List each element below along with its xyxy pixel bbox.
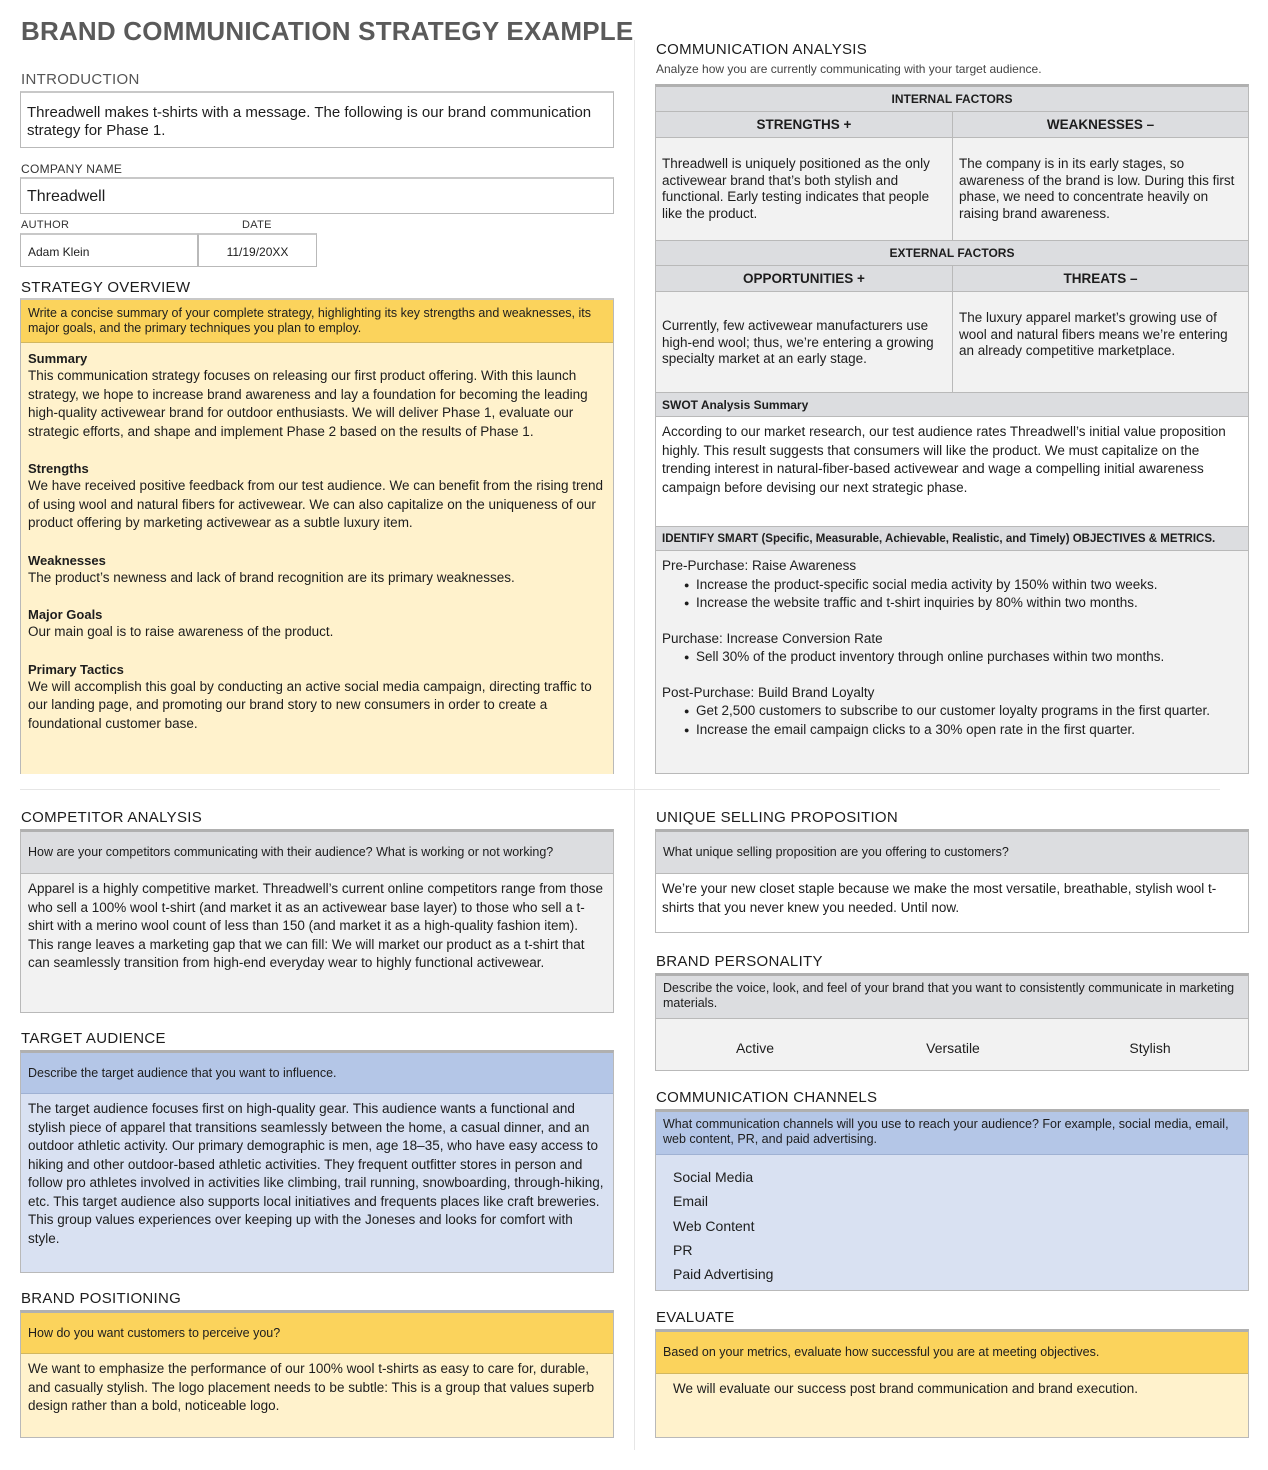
objective-item: ● Increase the product-specific social media activity by 150% within two weeks.	[662, 576, 1242, 595]
external-labels-row	[656, 266, 1248, 292]
strategy-overview-heading: STRATEGY OVERVIEW	[21, 279, 191, 296]
objective-item: ● Increase the email campaign clicks to a 30% open rate in the first quarter.	[662, 721, 1242, 740]
channels-heading: COMMUNICATION CHANNELS	[656, 1089, 878, 1106]
channel-item-web-content[interactable]: Web Content	[673, 1217, 755, 1234]
brand-positioning-prompt: How do you want customers to perceive you?	[21, 1313, 613, 1353]
evaluate-prompt: Based on your metrics, evaluate how successful you are at meeting objectives.	[656, 1332, 1248, 1373]
date-value: 11/19/20XX	[226, 245, 289, 259]
evaluate-text[interactable]: We will evaluate our success post brand communication and brand execution.	[656, 1373, 1248, 1437]
objective-pre-purchase-title: Pre-Purchase: Raise Awareness	[662, 558, 857, 573]
communication-analysis-subheading: Analyze how you are currently communicating with your target audience.	[656, 62, 1042, 76]
brand-positioning-text[interactable]: We want to emphasize the performance of our 100% wool t-shirts as easy to care for, durable, and casually stylish. The logo placement needs to be subtle: This is a group that values superb design rather than a bold, noticeable logo.	[21, 1353, 613, 1437]
strategy-overview-body[interactable]	[21, 342, 613, 774]
usp-card	[655, 829, 1249, 933]
date-field[interactable]	[198, 233, 317, 267]
summary-title: Summary	[28, 351, 88, 366]
target-audience-heading: TARGET AUDIENCE	[21, 1030, 166, 1047]
competitor-analysis-prompt: How are your competitors communicating with their audience? What is working or not working?	[21, 832, 613, 873]
swot-table	[655, 84, 1249, 774]
author-label: AUTHOR	[21, 219, 70, 231]
trait-stylish[interactable]: Stylish	[1129, 1040, 1171, 1056]
introduction-text[interactable]: Threadwell makes t-shirts with a message. The following is our brand communication strategy for Phase 1.	[20, 91, 614, 148]
objective-purchase-list	[662, 648, 1242, 667]
weaknesses-label: WEAKNESSES –	[953, 112, 1248, 138]
major-goals-title: Major Goals	[28, 607, 103, 622]
target-audience-card	[20, 1050, 614, 1273]
brand-personality-card	[655, 973, 1249, 1071]
strengths-label: STRENGTHS +	[656, 112, 953, 138]
page-title: BRAND COMMUNICATION STRATEGY EXAMPLE	[21, 16, 634, 46]
competitor-analysis-heading: COMPETITOR ANALYSIS	[21, 809, 203, 826]
channel-item-pr[interactable]: PR	[673, 1241, 693, 1258]
objective-pre-purchase-list	[662, 576, 1242, 613]
opportunities-label: OPPORTUNITIES +	[656, 266, 953, 292]
brand-personality-prompt: Describe the voice, look, and feel of your brand that you want to consistently communicate in marketing materials.	[656, 976, 1248, 1018]
swot-summary-text[interactable]: According to our market research, our test audience rates Threadwell’s initial value proposition highly. This result suggests that consumers will like the product. We must capitalize on the trending interest in natural-fiber-based activewear and wage a compelling initial awareness campaign before devising our next strategic phase.	[656, 417, 1248, 527]
competitor-analysis-text[interactable]: Apparel is a highly competitive market. Threadwell’s current online competitors range from those who sell a 100% wool t-shirt (and market it as an activewear base layer) to those who sell a t-shirt with a merino wool count of less than 150 (and market it as a high-quality fashion item). This range leaves a marketing gap that we can fill: We will market our product as a t-shirt that can seamlessly transition from high-end everyday wear to highly functional activewear.	[21, 873, 613, 1012]
brand-personality-heading: BRAND PERSONALITY	[656, 953, 823, 970]
objective-item: ● Sell 30% of the product inventory through online purchases within two months.	[662, 648, 1242, 667]
strategy-overview-card	[20, 298, 614, 774]
external-factors-header: EXTERNAL FACTORS	[656, 241, 1248, 266]
weaknesses-text[interactable]: The company is in its early stages, so awareness of the brand is low. During this first phase, we need to concentrate heavily on raising brand awareness.	[959, 156, 1235, 221]
weaknesses-text: The product’s newness and lack of brand recognition are its primary weaknesses.	[28, 569, 515, 585]
objective-item: ● Increase the website traffic and t-shirt inquiries by 80% within two months.	[662, 594, 1242, 613]
primary-tactics-title: Primary Tactics	[28, 661, 124, 677]
internal-labels-row	[656, 112, 1248, 138]
smart-objectives-body[interactable]	[656, 551, 1248, 773]
trait-active[interactable]: Active	[735, 1040, 775, 1056]
opportunities-text[interactable]: Currently, few activewear manufacturers use high-end wool; thus, we’re entering a growing specialty market at an early stage.	[656, 292, 953, 392]
channel-item-paid-advertising[interactable]: Paid Advertising	[673, 1266, 774, 1283]
trait-versatile[interactable]: Versatile	[926, 1040, 980, 1056]
author-value: Adam Klein	[28, 245, 90, 259]
evaluate-card	[655, 1329, 1249, 1438]
brand-personality-traits	[656, 1018, 1248, 1070]
company-name-label: COMPANY NAME	[21, 162, 123, 176]
internal-factors-header: INTERNAL FACTORS	[656, 87, 1248, 112]
major-goals-text: Our main goal is to raise awareness of the product.	[28, 624, 334, 639]
brand-positioning-heading: BRAND POSITIONING	[21, 1290, 182, 1307]
date-label: DATE	[242, 219, 272, 231]
vertical-divider	[634, 40, 635, 1450]
strategy-overview-prompt: Write a concise summary of your complete strategy, highlighting its key strengths and weaknesses, its major goals, and the primary techniques you plan to employ.	[21, 300, 613, 342]
internal-content-row	[656, 138, 1248, 241]
objective-post-purchase-list	[662, 702, 1242, 739]
usp-prompt: What unique selling proposition are you offering to customers?	[656, 832, 1248, 873]
introduction-heading: INTRODUCTION	[21, 71, 140, 88]
usp-heading: UNIQUE SELLING PROPOSITION	[656, 809, 899, 826]
target-audience-prompt: Describe the target audience that you want to influence.	[21, 1053, 613, 1093]
horizontal-divider	[20, 789, 1220, 790]
author-field[interactable]	[20, 233, 198, 267]
usp-text[interactable]: We’re your new closet staple because we make the most versatile, breathable, stylish wool t-shirts that you never knew you needed. Until now.	[656, 873, 1248, 932]
strengths-text: We have received positive feedback from our test audience. We can benefit from the rising trend of using wool and natural fibers for activewear. We can also capitalize on the uniqueness of our product offering by marketing activewear as a subtle luxury item.	[28, 478, 604, 530]
brand-positioning-card	[20, 1310, 614, 1438]
objective-post-purchase-title: Post-Purchase: Build Brand Loyalty	[662, 684, 875, 700]
channels-card	[655, 1109, 1249, 1291]
target-audience-text[interactable]: The target audience focuses first on high-quality gear. This audience wants a functional and stylish piece of apparel that transitions seamlessly between the home, a casual dinner, and an outdoor athletic activity. Our primary demographic is men, age 18–35, who have easy access to hiking and other outdoor-based athletic activities. They frequent outfitter stores in person and follow pro athletes involved in activities like climbing, trail running, snowboarding, through-hiking, etc. This target audience also supports local initiatives and frequents places like craft breweries. This group values experiences over keeping up with the Joneses and looks for comfort with style.	[21, 1093, 613, 1272]
objective-item: ● Get 2,500 customers to subscribe to our customer loyalty programs in the first quarter.	[662, 702, 1242, 721]
channels-prompt: What communication channels will you use to reach your audience? For example, social media, email, web content, PR, and paid advertising.	[656, 1112, 1248, 1154]
strengths-title: Strengths	[28, 461, 89, 476]
company-name-field[interactable]: Threadwell	[20, 177, 614, 214]
objective-purchase-title: Purchase: Increase Conversion Rate	[662, 630, 883, 646]
smart-objectives-header: IDENTIFY SMART (Specific, Measurable, Achievable, Realistic, and Timely) OBJECTIVES & METRICS.	[656, 527, 1248, 551]
external-content-row	[656, 292, 1248, 393]
threats-text[interactable]: The luxury apparel market’s growing use of wool and natural fibers means we’re entering an already competitive marketplace.	[959, 310, 1228, 358]
weaknesses-title: Weaknesses	[28, 552, 106, 568]
competitor-analysis-card	[20, 829, 614, 1013]
primary-tactics-text: We will accomplish this goal by conducting an active social media campaign, directing traffic to our landing page, and promoting our brand story to new consumers in order to create a foundational customer base.	[28, 678, 592, 731]
channel-item-email[interactable]: Email	[673, 1193, 709, 1210]
summary-text: This communication strategy focuses on releasing our first product offering. With this launch strategy, we hope to increase brand awareness and lay a foundation for becoming the leading high-quality activewear brand for outdoor enthusiasts. We will deliver Phase 1, evaluate our strategic efforts, and shape and implement Phase 2 based on the results of Phase 1.	[28, 368, 588, 439]
communication-analysis-heading: COMMUNICATION ANALYSIS	[656, 41, 868, 58]
swot-summary-header: SWOT Analysis Summary	[656, 393, 1248, 417]
strengths-text[interactable]: Threadwell is uniquely positioned as the only activewear brand that’s both stylish and functional. Early testing indicates that people like the product.	[656, 138, 953, 240]
threats-label: THREATS –	[953, 266, 1248, 292]
evaluate-heading: EVALUATE	[656, 1309, 735, 1326]
channels-list	[656, 1154, 1248, 1290]
channel-item-social-media[interactable]: Social Media	[673, 1169, 754, 1185]
